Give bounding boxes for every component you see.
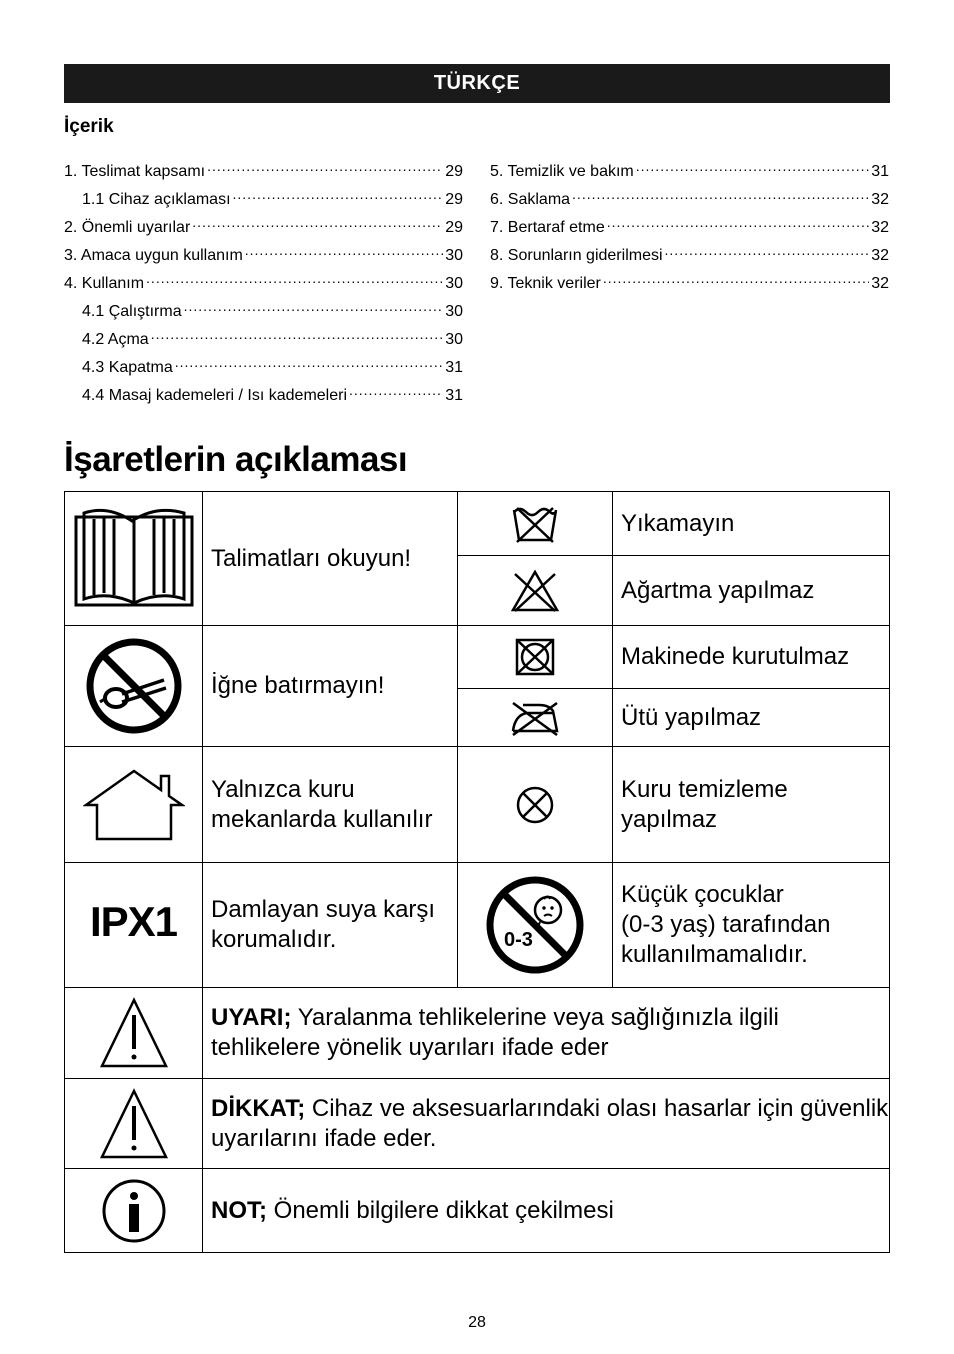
toc-entry-label: 7. Bertaraf etme <box>490 219 605 236</box>
toc-leader <box>245 242 443 260</box>
toc-leader <box>184 298 444 316</box>
toc-entry-label: 4.1 Çalıştırma <box>82 303 182 320</box>
no-wash-icon <box>511 504 559 544</box>
caution-description: Cihaz ve aksesuarlarındaki olası hasarlar için güvenlik uyarılarını ifade eder. <box>211 1094 889 1152</box>
toc-entry-label: 4.2 Açma <box>82 331 149 348</box>
no-pins-text: İğne batırmayın! <box>203 626 458 747</box>
no-dry-clean-line: Kuru temizleme <box>621 775 788 803</box>
toc-entry-page: 29 <box>445 219 463 236</box>
toc-entry-label: 1.1 Cihaz açıklaması <box>82 191 231 208</box>
children-warning-text <box>613 863 890 988</box>
toc-entry[interactable] <box>490 158 889 186</box>
toc-entry-page: 30 <box>445 331 463 348</box>
no-iron-cell <box>458 689 613 747</box>
warning-cell <box>65 988 203 1079</box>
toc-entry[interactable] <box>490 242 889 270</box>
note-lead: NOT; <box>211 1196 267 1224</box>
toc-entry-page: 32 <box>871 219 889 236</box>
toc-entry-label: 8. Sorunların giderilmesi <box>490 247 663 264</box>
toc-entry-page: 30 <box>445 275 463 292</box>
language-banner <box>64 64 890 103</box>
no-bleach-icon <box>510 569 560 613</box>
toc-leader <box>636 158 869 176</box>
toc-entry-page: 32 <box>871 191 889 208</box>
no-iron-text: Ütü yapılmaz <box>613 689 890 747</box>
caution-triangle-icon <box>99 1088 169 1160</box>
drip-protection-line: Damlayan suya karşı <box>211 896 436 923</box>
indoor-only-line: mekanlarda kullanılır <box>211 805 433 833</box>
ipx1-label: IPX1 <box>89 897 178 945</box>
toc-entry-label: 4. Kullanım <box>64 275 145 292</box>
toc-entry-page: 32 <box>871 275 889 292</box>
symbols-table <box>64 491 890 1253</box>
no-bleach-cell <box>458 556 613 626</box>
age-range-label: 0-3 <box>504 929 533 951</box>
children-warning-line: Küçük çocuklar <box>621 881 784 908</box>
note-cell <box>65 1169 203 1253</box>
no-pins-cell <box>65 626 203 747</box>
toc-entry[interactable] <box>64 270 463 298</box>
read-instructions-cell <box>65 492 203 626</box>
open-book-icon <box>72 507 196 611</box>
toc-entry[interactable] <box>64 326 463 354</box>
toc-leader <box>665 242 870 260</box>
warning-lead: UYARI; <box>211 1004 292 1031</box>
warning-description: Yaralanma tehlikelerine veya sağlığınızla ilgili tehlikelere yönelik uyarıları ifade eder <box>211 1004 779 1061</box>
toc-entry-page: 31 <box>871 163 889 180</box>
indoor-only-text <box>203 747 458 863</box>
no-dry-clean-line: yapılmaz <box>621 805 718 833</box>
warning-text <box>203 988 890 1079</box>
toc-entry[interactable] <box>490 270 889 298</box>
toc-left-column <box>64 158 463 410</box>
toc-entry-label: 4.4 Masaj kademeleri / Isı kademeleri <box>82 387 347 404</box>
toc-entry-page: 30 <box>445 303 463 320</box>
read-instructions-text: Talimatları okuyun! <box>203 492 458 626</box>
page-number: 28 <box>468 1314 486 1331</box>
house-icon <box>83 768 185 842</box>
toc-entry-label: 1. Teslimat kapsamı <box>64 163 206 180</box>
toc-entry[interactable] <box>64 186 463 214</box>
toc-leader <box>151 326 444 344</box>
no-dry-clean-text <box>613 747 890 863</box>
toc-entry[interactable] <box>490 214 889 242</box>
toc-entry[interactable] <box>64 354 463 382</box>
toc-leader <box>233 186 444 204</box>
language-title: TÜRKÇE <box>433 72 521 94</box>
children-prohibited-cell <box>458 863 613 988</box>
toc-entry-label: 3. Amaca uygun kullanım <box>64 247 243 264</box>
drip-protection-text <box>203 863 458 988</box>
toc-leader <box>349 382 443 400</box>
indoor-only-line: Yalnızca kuru <box>211 775 355 803</box>
children-warning-line: kullanılmamalıdır. <box>621 941 808 968</box>
note-description: Önemli bilgilere dikkat çekilmesi <box>267 1196 614 1224</box>
info-icon <box>100 1177 168 1245</box>
toc-entry[interactable] <box>64 214 463 242</box>
toc-entry-page: 30 <box>445 247 463 264</box>
toc-entry-label: 5. Temizlik ve bakım <box>490 163 634 180</box>
caution-text <box>203 1079 890 1169</box>
no-children-icon <box>484 874 586 976</box>
toc-leader <box>175 354 443 372</box>
toc-leader <box>207 158 443 176</box>
no-dry-clean-cell <box>458 747 613 863</box>
toc-leader <box>146 270 443 288</box>
no-tumble-dry-cell <box>458 626 613 689</box>
toc-leader <box>607 214 869 232</box>
toc-right-column <box>490 158 889 298</box>
caution-cell <box>65 1079 203 1169</box>
no-wash-text: Yıkamayın <box>613 492 890 556</box>
toc-entry-page: 32 <box>871 247 889 264</box>
toc-title: İçerik <box>64 116 114 137</box>
toc-entry-label: 4.3 Kapatma <box>82 359 173 376</box>
toc-entry-page: 29 <box>445 163 463 180</box>
toc-entry[interactable] <box>490 186 889 214</box>
toc-entry-label: 9. Teknik veriler <box>490 275 601 292</box>
no-bleach-text: Ağartma yapılmaz <box>613 556 890 626</box>
no-wash-cell <box>458 492 613 556</box>
no-dry-clean-icon <box>515 785 555 825</box>
no-tumble-dry-icon <box>514 637 556 677</box>
toc-leader <box>572 186 869 204</box>
no-iron-icon <box>509 699 561 737</box>
indoor-only-cell <box>65 747 203 863</box>
toc-entry[interactable] <box>64 382 463 410</box>
toc-entry-label: 6. Saklama <box>490 191 571 208</box>
toc-entry[interactable] <box>64 158 463 186</box>
warning-triangle-icon <box>99 997 169 1069</box>
toc-leader <box>192 214 443 232</box>
toc-entry-page: 31 <box>445 359 463 376</box>
note-text <box>203 1169 890 1253</box>
drip-protection-line: korumalıdır. <box>211 926 337 953</box>
children-warning-line: (0-3 yaş) tarafından <box>621 911 831 938</box>
toc-entry-page: 31 <box>445 387 463 404</box>
toc-leader <box>603 270 869 288</box>
toc-entry[interactable] <box>64 242 463 270</box>
symbols-section-title: İşaretlerin açıklaması <box>64 440 408 479</box>
toc-entry-label: 2. Önemli uyarılar <box>64 219 191 236</box>
ipx1-cell <box>65 863 203 988</box>
caution-lead: DİKKAT; <box>211 1094 306 1122</box>
toc-entry[interactable] <box>64 298 463 326</box>
no-pins-icon <box>84 636 184 736</box>
no-tumble-dry-text: Makinede kurutulmaz <box>613 626 890 689</box>
toc-entry-page: 29 <box>445 191 463 208</box>
